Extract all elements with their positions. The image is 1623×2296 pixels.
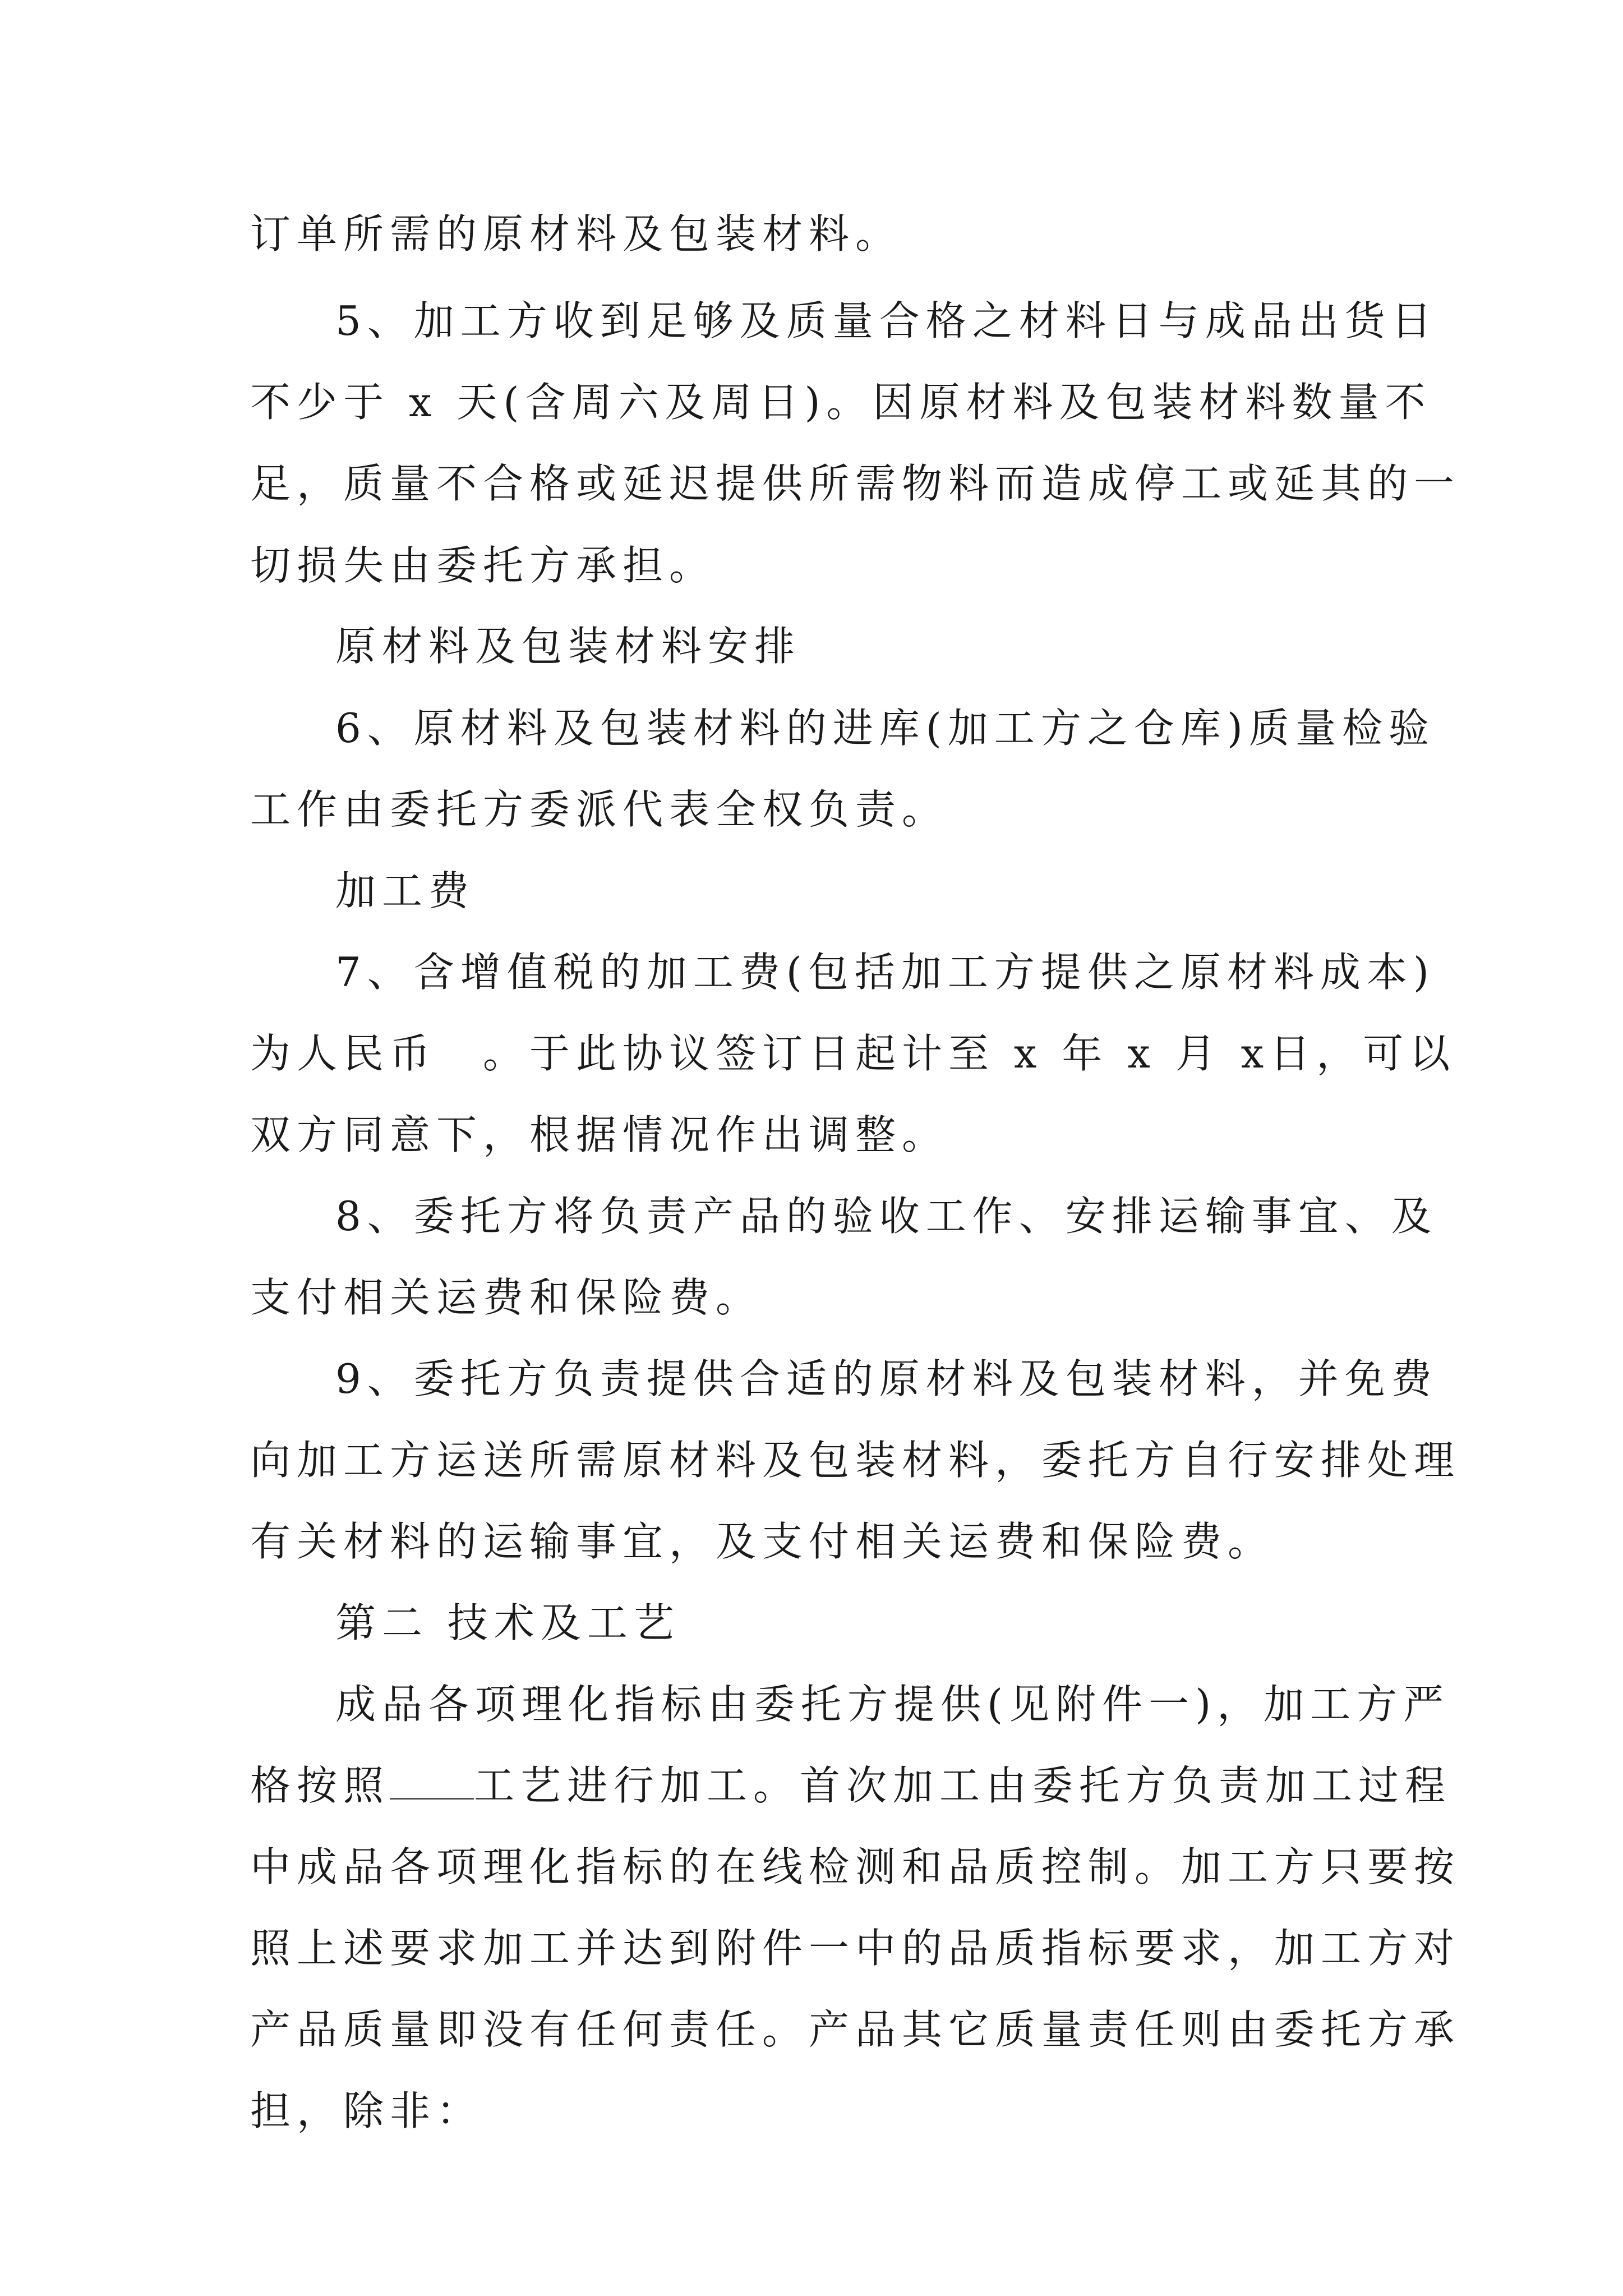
text-line-19: 成品各项理化指标由委托方提供(见附件一)，加工方严: [335, 1681, 1450, 1728]
text-line-11: 为人民币 。于此协议签订日起计至 x 年 x 月 x日，可以: [250, 1030, 1456, 1077]
text-line-7: 6、原材料及包装材料的进库(加工方之仓库)质量检验: [335, 705, 1435, 752]
text-line-12: 双方同意下，根据情况作出调整。: [250, 1111, 949, 1158]
text-line-20-rest: 工艺进行加工。首次加工由委托方负责加工过程: [474, 1762, 1452, 1809]
text-line-20-prefix: 格按照: [250, 1762, 390, 1809]
fill-in-blank: [390, 1764, 474, 1800]
text-line-2: 5、加工方收到足够及质量合格之材料日与成品出货日: [335, 297, 1438, 344]
text-line-22: 照上述要求加工并达到附件一中的品质指标要求，加工方对: [250, 1925, 1461, 1972]
text-line-20: [250, 1760, 1451, 1811]
text-line-8: 工作由委托方委派代表全权负责。: [250, 786, 949, 833]
text-line-23: 产品质量即没有任何责任。产品其它质量责任则由委托方承: [250, 2006, 1461, 2053]
text-line-17: 有关材料的运输事宜，及支付相关运费和保险费。: [250, 1518, 1275, 1565]
section-heading-fee: 加工费: [335, 867, 476, 914]
section-heading-materials: 原材料及包装材料安排: [335, 623, 801, 670]
text-line-5: 切损失由委托方承担。: [250, 542, 716, 589]
text-line-10: 7、含增值税的加工费(包括加工方提供之原材料成本): [335, 949, 1435, 996]
text-line-14: 支付相关运费和保险费。: [250, 1274, 763, 1321]
text-line-3: 不少于 x 天(含周六及周日)。因原材料及包装材料数量不: [250, 379, 1432, 426]
section-heading-technology: 第二 技术及工艺: [335, 1599, 680, 1646]
text-line-16: 向加工方运送所需原材料及包装材料，委托方自行安排处理: [250, 1437, 1461, 1484]
text-line-15: 9、委托方负责提供合适的原材料及包装材料，并免费: [335, 1355, 1438, 1402]
text-line-21: 中成品各项理化指标的在线检测和品质控制。加工方只要按: [250, 1843, 1461, 1890]
text-line-13: 8、委托方将负责产品的验收工作、安排运输事宜、及: [335, 1193, 1438, 1240]
text-line-1: 订单所需的原材料及包装材料。: [250, 210, 902, 257]
text-line-4: 足，质量不合格或延迟提供所需物料而造成停工或延其的一: [250, 460, 1461, 507]
text-line-24: 担，除非：: [250, 2087, 483, 2134]
